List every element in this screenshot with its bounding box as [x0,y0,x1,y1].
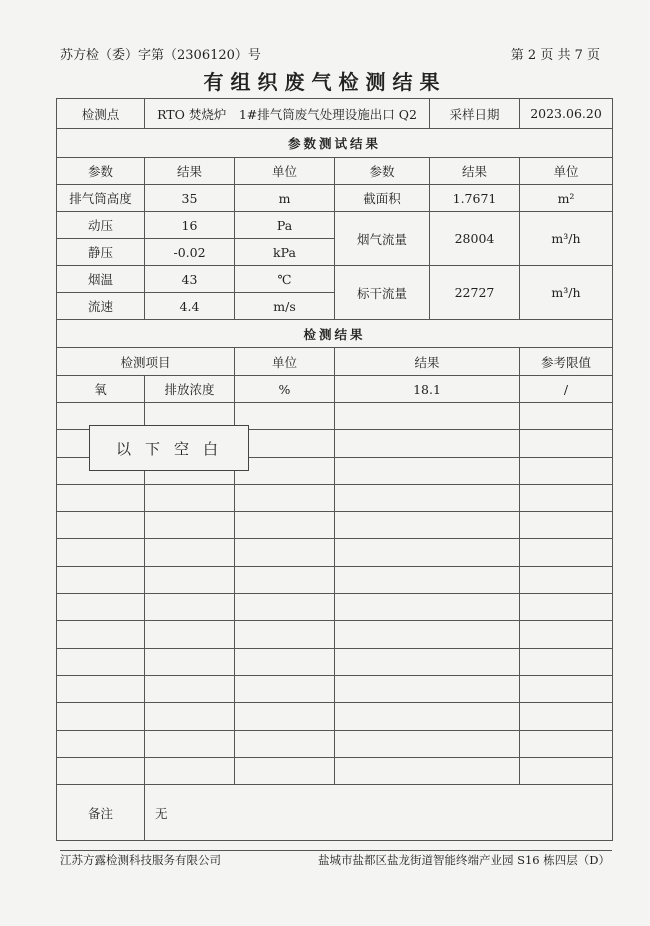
param-result: 35 [145,185,235,212]
blank-cell [57,594,145,621]
blank-cell [235,566,335,593]
blank-cell [235,512,335,539]
page-info: 第 2 页 共 7 页 [510,48,600,63]
param-name: 标干流量 [335,266,430,320]
blank-cell [335,675,520,702]
blank-cell [520,512,613,539]
blank-row [57,512,613,539]
blank-below-stamp: 以下空白 [89,425,249,471]
blank-row [57,621,613,648]
blank-cell [235,594,335,621]
footer-rule [60,850,612,851]
blank-cell [145,594,235,621]
param-name: 排气筒高度 [57,185,145,212]
blank-cell [235,703,335,730]
blank-cell [520,403,613,430]
blank-cell [235,757,335,784]
remarks-label: 备注 [57,785,145,841]
footer-address: 盐城市盐都区盐龙街道智能终端产业园 S16 栋四层（D） [317,853,610,867]
blank-cell [335,648,520,675]
blank-cell [520,730,613,757]
blank-cell [57,512,145,539]
param-unit: m³/h [520,212,613,266]
detect-header-limit: 参考限值 [520,348,613,376]
blank-cell [520,566,613,593]
blank-cell [235,675,335,702]
blank-cell [520,675,613,702]
blank-cell [145,730,235,757]
blank-cell [335,539,520,566]
param-name: 烟气流量 [335,212,430,266]
blank-cell [57,621,145,648]
blank-cell [57,757,145,784]
remarks-value: 无 [145,785,613,841]
blank-cell [57,539,145,566]
blank-cell [520,594,613,621]
blank-cell [335,730,520,757]
blank-cell [335,703,520,730]
detect-section-title: 检测结果 [57,320,613,348]
blank-cell [145,539,235,566]
param-unit: m/s [235,293,335,320]
blank-cell [57,703,145,730]
detect-item: 氧 [57,376,145,403]
param-name: 静压 [57,239,145,266]
blank-cell [520,457,613,484]
blank-cell [335,484,520,511]
param-name: 动压 [57,212,145,239]
point-value: RTO 焚烧炉 1#排气筒废气处理设施出口 Q2 [145,99,430,129]
param-unit: kPa [235,239,335,266]
blank-cell [57,648,145,675]
blank-cell [520,648,613,675]
document-number: 苏方检（委）字第（2306120）号 [60,48,261,63]
blank-cell [335,566,520,593]
blank-cell [335,512,520,539]
blank-cell [235,730,335,757]
param-unit: ℃ [235,266,335,293]
blank-row [57,648,613,675]
blank-cell [145,512,235,539]
detect-header-result: 结果 [335,348,520,376]
blank-cell [57,484,145,511]
col-header: 参数 [57,158,145,185]
blank-cell [145,757,235,784]
param-result: 1.7671 [430,185,520,212]
blank-cell [235,539,335,566]
param-name: 流速 [57,293,145,320]
footer-company: 江苏方露检测科技服务有限公司 [60,853,221,867]
blank-row [57,566,613,593]
col-header: 结果 [145,158,235,185]
blank-cell [335,594,520,621]
detect-header-unit: 单位 [235,348,335,376]
blank-cell [145,675,235,702]
detect-unit: % [235,376,335,403]
detect-header-item: 检测项目 [57,348,235,376]
blank-cell [335,457,520,484]
param-result: 16 [145,212,235,239]
blank-row [57,539,613,566]
blank-row [57,594,613,621]
param-result: 4.4 [145,293,235,320]
blank-cell [57,730,145,757]
param-name: 烟温 [57,266,145,293]
param-result: -0.02 [145,239,235,266]
blank-cell [145,621,235,648]
param-unit: m³/h [520,266,613,320]
blank-cell [235,648,335,675]
col-header: 参数 [335,158,430,185]
col-header: 单位 [520,158,613,185]
param-name: 截面积 [335,185,430,212]
detect-result: 18.1 [335,376,520,403]
blank-row [57,757,613,784]
param-result: 43 [145,266,235,293]
document-title: 有组织废气检测结果 [203,70,447,94]
blank-cell [57,675,145,702]
blank-row [57,675,613,702]
blank-row [57,703,613,730]
detect-subitem: 排放浓度 [145,376,235,403]
date-label: 采样日期 [430,99,520,129]
blank-cell [145,566,235,593]
blank-cell [520,757,613,784]
point-label: 检测点 [57,99,145,129]
param-section-title: 参数测试结果 [57,129,613,158]
blank-cell [520,484,613,511]
blank-cell [235,430,335,457]
blank-cell [235,621,335,648]
blank-cell [335,403,520,430]
col-header: 结果 [430,158,520,185]
param-unit: m [235,185,335,212]
blank-row [57,484,613,511]
blank-cell [335,430,520,457]
param-unit: Pa [235,212,335,239]
blank-cell [57,566,145,593]
date-value: 2023.06.20 [520,99,613,129]
blank-cell [145,648,235,675]
blank-cell [145,703,235,730]
detect-limit: / [520,376,613,403]
blank-cell [520,703,613,730]
blank-cell [145,484,235,511]
blank-cell [235,457,335,484]
blank-cell [520,539,613,566]
param-result: 28004 [430,212,520,266]
blank-cell [335,757,520,784]
col-header: 单位 [235,158,335,185]
blank-cell [335,621,520,648]
param-result: 22727 [430,266,520,320]
blank-row [57,730,613,757]
blank-cell [520,430,613,457]
blank-cell [520,621,613,648]
blank-cell [235,484,335,511]
param-unit: m² [520,185,613,212]
blank-cell [235,403,335,430]
